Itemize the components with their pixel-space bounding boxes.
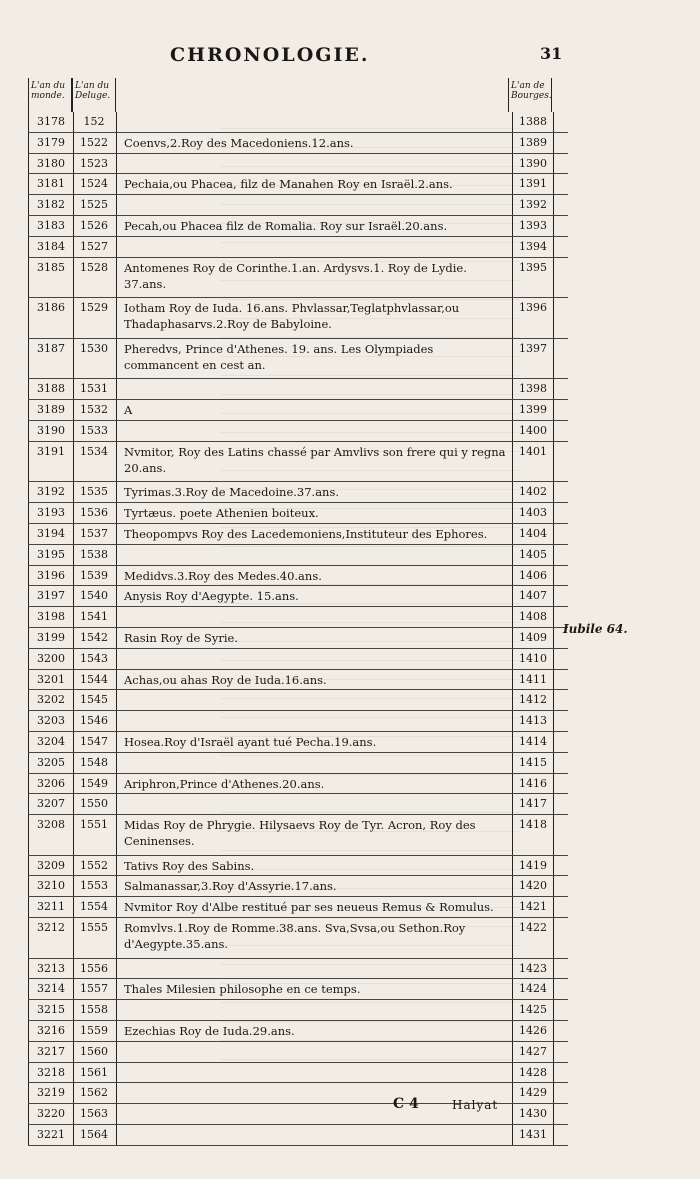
year-bourges-cell: 1409 bbox=[512, 628, 554, 648]
year-bourges-cell: 1398 bbox=[512, 379, 554, 399]
year-world-cell: 3197 bbox=[28, 586, 74, 606]
year-world-cell: 3185 bbox=[28, 258, 74, 298]
year-bourges-cell: 1419 bbox=[512, 856, 554, 876]
year-world-cell: 3201 bbox=[28, 670, 74, 690]
table-row bbox=[28, 298, 568, 339]
table-row bbox=[28, 1125, 568, 1146]
year-deluge-cell: 1531 bbox=[72, 379, 117, 399]
table-row bbox=[28, 503, 568, 524]
year-deluge-cell: 1559 bbox=[72, 1021, 117, 1041]
year-bourges-cell: 1431 bbox=[512, 1125, 554, 1145]
year-deluge-cell: 1551 bbox=[72, 815, 117, 855]
year-world-cell: 3215 bbox=[28, 1000, 74, 1020]
year-world-cell: 3199 bbox=[28, 628, 74, 648]
event-cell: Pecah,ou Phacea filz de Romalia. Roy sur Israël.20.ans. bbox=[124, 218, 448, 233]
year-bourges-cell: 1427 bbox=[512, 1042, 554, 1062]
year-deluge-cell: 1558 bbox=[72, 1000, 117, 1020]
year-world-cell: 3190 bbox=[28, 421, 74, 441]
table-row bbox=[28, 174, 568, 195]
table-row bbox=[28, 421, 568, 442]
year-bourges-cell: 1429 bbox=[512, 1083, 554, 1103]
year-bourges-cell: 1417 bbox=[512, 794, 554, 814]
table-row bbox=[28, 815, 568, 856]
year-deluge-cell: 1524 bbox=[72, 174, 117, 194]
year-deluge-cell: 1546 bbox=[72, 711, 117, 731]
year-bourges-cell: 1399 bbox=[512, 400, 554, 420]
year-deluge-cell: 1536 bbox=[72, 503, 117, 523]
table-row bbox=[28, 1042, 568, 1063]
year-world-cell: 3204 bbox=[28, 732, 74, 752]
event-cell: Tyrtæus. poete Athenien boiteux. bbox=[124, 506, 319, 521]
page-footer bbox=[0, 1096, 700, 1116]
year-deluge-cell: 1540 bbox=[72, 586, 117, 606]
year-deluge-cell: 1541 bbox=[72, 607, 117, 627]
year-bourges-cell: 1407 bbox=[512, 586, 554, 606]
table-row bbox=[28, 339, 568, 380]
event-cell: Coenvs,2.Roy des Macedoniens.12.ans. bbox=[124, 135, 354, 150]
year-world-cell: 3200 bbox=[28, 649, 74, 669]
year-world-cell: 3180 bbox=[28, 154, 74, 174]
year-deluge-cell: 1543 bbox=[72, 649, 117, 669]
year-world-cell: 3192 bbox=[28, 482, 74, 502]
catchword: Halyat bbox=[452, 1098, 499, 1112]
year-world-cell: 3191 bbox=[28, 442, 74, 482]
year-world-cell: 3217 bbox=[28, 1042, 74, 1062]
year-world-cell: 3202 bbox=[28, 690, 74, 710]
year-bourges-cell: 1401 bbox=[512, 442, 554, 482]
year-deluge-cell: 1539 bbox=[72, 566, 117, 586]
year-deluge-cell: 152 bbox=[72, 112, 117, 132]
table-row bbox=[28, 133, 568, 154]
year-deluge-cell: 1535 bbox=[72, 482, 117, 502]
table-rows bbox=[28, 112, 568, 1146]
year-bourges-cell: 1397 bbox=[512, 339, 554, 379]
year-deluge-cell: 1555 bbox=[72, 918, 117, 958]
table-row bbox=[28, 400, 568, 421]
table-row bbox=[28, 545, 568, 566]
year-deluge-cell: 1522 bbox=[72, 133, 117, 153]
year-deluge-cell: 1548 bbox=[72, 753, 117, 773]
year-bourges-cell: 1412 bbox=[512, 690, 554, 710]
year-deluge-cell: 1523 bbox=[72, 154, 117, 174]
year-deluge-cell: 1532 bbox=[72, 400, 117, 420]
year-deluge-cell: 1537 bbox=[72, 524, 117, 544]
signature-mark: C 4 bbox=[393, 1096, 419, 1112]
year-world-cell: 3181 bbox=[28, 174, 74, 194]
year-world-cell: 3213 bbox=[28, 959, 74, 979]
year-bourges-cell: 1422 bbox=[512, 918, 554, 958]
year-deluge-cell: 1554 bbox=[72, 897, 117, 917]
column-header-bourges: L'an de Bourges. bbox=[508, 78, 552, 112]
year-deluge-cell: 1530 bbox=[72, 339, 117, 379]
table-row bbox=[28, 794, 568, 815]
year-bourges-cell: 1405 bbox=[512, 545, 554, 565]
year-world-cell: 3218 bbox=[28, 1063, 74, 1083]
year-world-cell: 3205 bbox=[28, 753, 74, 773]
year-deluge-cell: 1538 bbox=[72, 545, 117, 565]
year-bourges-cell: 1415 bbox=[512, 753, 554, 773]
year-world-cell: 3203 bbox=[28, 711, 74, 731]
table-row bbox=[28, 482, 568, 503]
table-row bbox=[28, 379, 568, 400]
event-cell: Ariphron,Prince d'Athenes.20.ans. bbox=[124, 776, 325, 791]
year-bourges-cell: 1413 bbox=[512, 711, 554, 731]
event-cell: Achas,ou ahas Roy de Iuda.16.ans. bbox=[124, 672, 327, 687]
table-row bbox=[28, 195, 568, 216]
year-bourges-cell: 1394 bbox=[512, 237, 554, 257]
page-title: CHRONOLOGIE. bbox=[170, 44, 370, 66]
page-header bbox=[0, 40, 700, 70]
year-world-cell: 3193 bbox=[28, 503, 74, 523]
year-bourges-cell: 1424 bbox=[512, 979, 554, 999]
event-cell: Anysis Roy d'Aegypte. 15.ans. bbox=[124, 589, 299, 604]
year-world-cell: 3178 bbox=[28, 112, 74, 132]
year-bourges-cell: 1404 bbox=[512, 524, 554, 544]
year-world-cell: 3179 bbox=[28, 133, 74, 153]
year-world-cell: 3216 bbox=[28, 1021, 74, 1041]
year-bourges-cell: 1388 bbox=[512, 112, 554, 132]
year-world-cell: 3207 bbox=[28, 794, 74, 814]
year-deluge-cell: 1534 bbox=[72, 442, 117, 482]
table-row bbox=[28, 112, 568, 133]
year-bourges-cell: 1396 bbox=[512, 298, 554, 338]
year-bourges-cell: 1410 bbox=[512, 649, 554, 669]
year-bourges-cell: 1393 bbox=[512, 216, 554, 236]
event-cell: Nvmitor, Roy des Latins chassé par Amvlivs son frere qui y regna 20.ans. bbox=[124, 444, 506, 475]
table-row bbox=[28, 524, 568, 545]
table-row bbox=[28, 876, 568, 897]
event-cell: Theopompvs Roy des Lacedemoniens,Instituteur des Ephores. bbox=[124, 526, 488, 541]
year-deluge-cell: 1527 bbox=[72, 237, 117, 257]
year-world-cell: 3211 bbox=[28, 897, 74, 917]
year-bourges-cell: 1390 bbox=[512, 154, 554, 174]
event-cell: Salmanassar,3.Roy d'Assyrie.17.ans. bbox=[124, 879, 337, 894]
year-bourges-cell: 1421 bbox=[512, 897, 554, 917]
year-deluge-cell: 1552 bbox=[72, 856, 117, 876]
page-number: 31 bbox=[540, 44, 563, 63]
year-deluge-cell: 1563 bbox=[72, 1104, 117, 1124]
table-row bbox=[28, 690, 568, 711]
year-bourges-cell: 1423 bbox=[512, 959, 554, 979]
year-world-cell: 3208 bbox=[28, 815, 74, 855]
event-cell: Midas Roy de Phrygie. Hilysaevs Roy de Tyr. Acron, Roy des Ceninenses. bbox=[124, 818, 476, 849]
year-world-cell: 3206 bbox=[28, 774, 74, 794]
event-cell: Tyrimas.3.Roy de Macedoine.37.ans. bbox=[124, 485, 340, 500]
table-row bbox=[28, 856, 568, 877]
year-bourges-cell: 1406 bbox=[512, 566, 554, 586]
year-world-cell: 3195 bbox=[28, 545, 74, 565]
year-deluge-cell: 1547 bbox=[72, 732, 117, 752]
table-row bbox=[28, 711, 568, 732]
year-bourges-cell: 1414 bbox=[512, 732, 554, 752]
year-deluge-cell: 1549 bbox=[72, 774, 117, 794]
table-row bbox=[28, 918, 568, 959]
table-row bbox=[28, 442, 568, 483]
event-cell: Antomenes Roy de Corinthe.1.an. Ardysvs.1. Roy de Lydie. 37.ans. bbox=[124, 260, 467, 291]
table-row bbox=[28, 959, 568, 980]
year-world-cell: 3187 bbox=[28, 339, 74, 379]
table-row bbox=[28, 216, 568, 237]
year-world-cell: 3188 bbox=[28, 379, 74, 399]
year-world-cell: 3214 bbox=[28, 979, 74, 999]
column-header-world: L'an du monde. bbox=[28, 78, 72, 112]
year-world-cell: 3189 bbox=[28, 400, 74, 420]
year-deluge-cell: 1533 bbox=[72, 421, 117, 441]
year-deluge-cell: 1526 bbox=[72, 216, 117, 236]
event-cell: Romvlvs.1.Roy de Romme.38.ans. Sva,Svsa,ou Sethon.Roy d'Aegypte.35.ans. bbox=[124, 921, 466, 952]
margin-note: Iubile 64. bbox=[563, 622, 628, 636]
table-row bbox=[28, 670, 568, 691]
year-bourges-cell: 1411 bbox=[512, 670, 554, 690]
event-cell: Tativs Roy des Sabins. bbox=[124, 858, 255, 873]
year-bourges-cell: 1420 bbox=[512, 876, 554, 896]
event-cell: Thales Milesien philosophe en ce temps. bbox=[124, 982, 361, 997]
year-deluge-cell: 1529 bbox=[72, 298, 117, 338]
event-cell: Iotham Roy de Iuda. 16.ans. Phvlassar,Teglatphvlassar,ou Thadaphasarvs.2.Roy de Babyloine. bbox=[124, 301, 460, 332]
column-header-deluge: L'an du Deluge. bbox=[72, 78, 116, 112]
year-deluge-cell: 1560 bbox=[72, 1042, 117, 1062]
year-deluge-cell: 1542 bbox=[72, 628, 117, 648]
year-world-cell: 3209 bbox=[28, 856, 74, 876]
year-world-cell: 3186 bbox=[28, 298, 74, 338]
event-cell: Pechaia,ou Phacea, filz de Manahen Roy en Israël.2.ans. bbox=[124, 177, 453, 192]
table-row bbox=[28, 649, 568, 670]
table-row bbox=[28, 607, 568, 628]
event-cell: Rasin Roy de Syrie. bbox=[124, 630, 238, 645]
year-deluge-cell: 1528 bbox=[72, 258, 117, 298]
year-bourges-cell: 1408 bbox=[512, 607, 554, 627]
event-cell: Pheredvs, Prince d'Athenes. 19. ans. Les Olympiades commancent en cest an. bbox=[124, 341, 434, 372]
year-world-cell: 3183 bbox=[28, 216, 74, 236]
year-bourges-cell: 1416 bbox=[512, 774, 554, 794]
year-deluge-cell: 1562 bbox=[72, 1083, 117, 1103]
table-row bbox=[28, 1063, 568, 1084]
year-bourges-cell: 1418 bbox=[512, 815, 554, 855]
year-deluge-cell: 1557 bbox=[72, 979, 117, 999]
year-deluge-cell: 1525 bbox=[72, 195, 117, 215]
year-world-cell: 3221 bbox=[28, 1125, 74, 1145]
year-world-cell: 3212 bbox=[28, 918, 74, 958]
year-bourges-cell: 1391 bbox=[512, 174, 554, 194]
event-cell: Hosea.Roy d'Israël ayant tué Pecha.19.ans. bbox=[124, 734, 377, 749]
year-world-cell: 3198 bbox=[28, 607, 74, 627]
event-cell: Medidvs.3.Roy des Medes.40.ans. bbox=[124, 568, 322, 583]
year-world-cell: 3219 bbox=[28, 1083, 74, 1103]
table-row bbox=[28, 237, 568, 258]
year-world-cell: 3196 bbox=[28, 566, 74, 586]
year-bourges-cell: 1430 bbox=[512, 1104, 554, 1124]
year-bourges-cell: 1395 bbox=[512, 258, 554, 298]
table-row bbox=[28, 1000, 568, 1021]
table-row bbox=[28, 897, 568, 918]
year-bourges-cell: 1400 bbox=[512, 421, 554, 441]
year-bourges-cell: 1428 bbox=[512, 1063, 554, 1083]
year-world-cell: 3220 bbox=[28, 1104, 74, 1124]
table-row bbox=[28, 258, 568, 299]
year-world-cell: 3210 bbox=[28, 876, 74, 896]
table-row bbox=[28, 979, 568, 1000]
year-deluge-cell: 1564 bbox=[72, 1125, 117, 1145]
year-deluge-cell: 1561 bbox=[72, 1063, 117, 1083]
year-deluge-cell: 1545 bbox=[72, 690, 117, 710]
table-row bbox=[28, 732, 568, 753]
year-deluge-cell: 1556 bbox=[72, 959, 117, 979]
year-bourges-cell: 1392 bbox=[512, 195, 554, 215]
table-row bbox=[28, 566, 568, 587]
event-cell: Ezechias Roy de Iuda.29.ans. bbox=[124, 1024, 295, 1039]
table-row bbox=[28, 154, 568, 175]
table-row bbox=[28, 1021, 568, 1042]
year-world-cell: 3194 bbox=[28, 524, 74, 544]
table-row bbox=[28, 753, 568, 774]
year-bourges-cell: 1425 bbox=[512, 1000, 554, 1020]
year-deluge-cell: 1544 bbox=[72, 670, 117, 690]
year-bourges-cell: 1403 bbox=[512, 503, 554, 523]
year-world-cell: 3182 bbox=[28, 195, 74, 215]
table-row bbox=[28, 628, 568, 649]
year-deluge-cell: 1553 bbox=[72, 876, 117, 896]
year-bourges-cell: 1402 bbox=[512, 482, 554, 502]
event-cell: A bbox=[124, 403, 133, 418]
event-cell: Nvmitor Roy d'Albe restitué par ses neueus Remus & Romulus. bbox=[124, 900, 494, 915]
table-row bbox=[28, 774, 568, 795]
year-world-cell: 3184 bbox=[28, 237, 74, 257]
year-bourges-cell: 1389 bbox=[512, 133, 554, 153]
year-bourges-cell: 1426 bbox=[512, 1021, 554, 1041]
table-row bbox=[28, 586, 568, 607]
year-deluge-cell: 1550 bbox=[72, 794, 117, 814]
